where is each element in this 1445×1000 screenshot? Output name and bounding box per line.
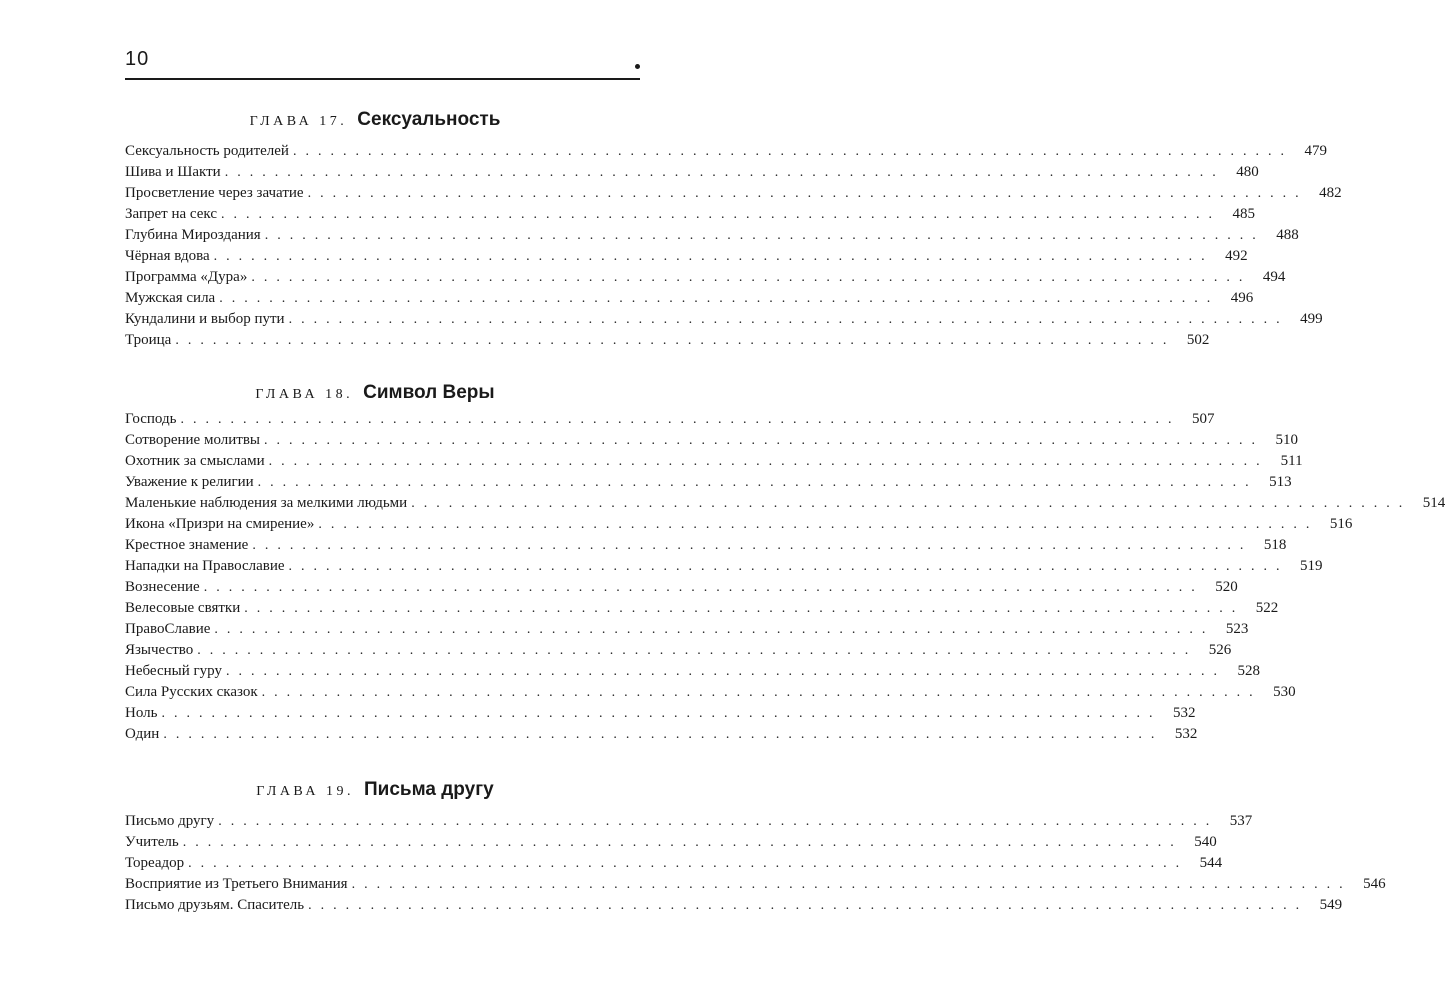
dot-leader: ................................................................................ [318, 517, 1319, 532]
toc-entry [125, 472, 1292, 493]
toc-entry [125, 598, 1279, 619]
toc-entry [125, 141, 1327, 162]
toc-entry [125, 832, 1217, 853]
toc-entry-title: Вознесение [125, 579, 200, 595]
dot-leader: ................................................................................ [244, 601, 1245, 616]
toc-entry-page: 499 [1300, 311, 1323, 327]
toc-entry-title: Ноль [125, 705, 158, 721]
chapter-title: Письма другу [364, 779, 494, 800]
dot-leader: ................................................................................ [197, 643, 1198, 658]
toc-entry-page: 519 [1300, 558, 1323, 574]
toc-entry-title: Сексуальность родителей [125, 143, 289, 159]
chapter-label: ГЛАВА 17. [249, 114, 348, 129]
toc-entry [125, 493, 1445, 514]
toc-entry-page: 514 [1422, 495, 1445, 511]
toc-entry-page: 510 [1275, 432, 1298, 448]
toc-entry [125, 724, 1198, 745]
toc-entry [125, 895, 1343, 916]
toc-entry-title: Сила Русских сказок [125, 684, 258, 700]
dot-leader: ................................................................................ [351, 877, 1352, 892]
toc-entry-page: 532 [1172, 705, 1196, 721]
toc-entry-title: Кундалини и выбор пути [125, 311, 285, 327]
toc-entry-page: 540 [1194, 834, 1217, 850]
dot-leader: ................................................................................ [225, 664, 1226, 679]
toc-entry-title: Охотник за смыслами [125, 453, 265, 469]
toc-entry-title: Глубина Мироздания [125, 227, 261, 243]
dot-leader: ................................................................................ [224, 165, 1225, 180]
toc-entry-title: Программа «Дура» [125, 269, 248, 285]
dot-leader: ................................................................................ [292, 144, 1293, 159]
toc-entry-page: 482 [1319, 185, 1342, 201]
dot-leader: ................................................................................ [264, 433, 1264, 448]
toc-entry-page: 546 [1363, 876, 1386, 892]
toc-entry-title: Велесовые святки [125, 600, 241, 616]
toc-entry-page: 488 [1276, 227, 1299, 243]
toc-entry [125, 682, 1296, 703]
toc-entry [125, 330, 1210, 351]
toc-entry-title: Уважение к религии [125, 474, 254, 490]
toc-entry [125, 309, 1323, 330]
toc-entry-page: 537 [1229, 813, 1253, 829]
toc-entry-page: 549 [1319, 897, 1343, 913]
toc-entry [125, 514, 1353, 535]
chapter-heading-19 [0, 778, 750, 804]
dot-leader: ................................................................................ [161, 706, 1162, 721]
toc-entry-page: 513 [1269, 474, 1292, 490]
chapter-title: Символ Веры [363, 382, 495, 403]
toc-entry [125, 556, 1323, 577]
toc-entry-page: 492 [1225, 248, 1248, 264]
toc-entry-title: Учитель [125, 834, 179, 850]
toc-entry-page: 502 [1186, 332, 1210, 348]
dot-leader: ................................................................................ [182, 835, 1183, 850]
header-dot-ornament [635, 64, 640, 69]
toc-entry [125, 267, 1286, 288]
toc-entry-page: 523 [1225, 621, 1249, 637]
toc-entry-page: 507 [1191, 411, 1215, 427]
dot-leader: ................................................................................ [411, 496, 1412, 511]
dot-leader: ................................................................................ [180, 412, 1181, 427]
toc-entry [125, 204, 1255, 225]
toc-entry-title: Тореадор [125, 855, 185, 871]
toc-entry [125, 703, 1196, 724]
toc-entry-page: 530 [1273, 684, 1296, 700]
toc-entry [125, 162, 1259, 183]
toc-entry [125, 246, 1248, 267]
toc-entry-title: Запрет на секс [125, 206, 217, 222]
toc-entry-title: Язычество [125, 642, 194, 658]
dot-leader: ................................................................................ [251, 270, 1252, 285]
toc-entry [125, 183, 1342, 204]
page-header [125, 44, 640, 80]
dot-leader: ................................................................................ [308, 898, 1309, 913]
toc-list-chapter-19 [125, 811, 1386, 916]
toc-entry-title: Нападки на Православие [125, 558, 285, 574]
toc-entry-page: 480 [1236, 164, 1259, 180]
chapter-heading-17 [0, 108, 750, 134]
toc-list-chapter-18 [125, 409, 1445, 745]
toc-entry-title: Маленькие наблюдения за мелкими людьми [125, 495, 408, 511]
toc-entry [125, 409, 1215, 430]
dot-leader: ................................................................................ [257, 475, 1258, 490]
toc-entry [125, 288, 1254, 309]
toc-entry-page: 528 [1237, 663, 1260, 679]
dot-leader: ................................................................................ [288, 559, 1289, 574]
toc-entry-page: 496 [1230, 290, 1254, 306]
dot-leader: ................................................................................ [175, 333, 1176, 348]
toc-entry-page: 526 [1208, 642, 1232, 658]
toc-entry-title: Шива и Шакти [125, 164, 221, 180]
toc-entry-title: Письмо другу [125, 813, 215, 829]
toc-entry-page: 516 [1329, 516, 1353, 532]
toc-entry-page: 511 [1280, 453, 1303, 469]
toc-entry-title: Небесный гуру [125, 663, 222, 679]
dot-leader: ................................................................................ [288, 312, 1289, 327]
dot-leader: ................................................................................ [261, 685, 1262, 700]
dot-leader: ................................................................................ [307, 186, 1308, 201]
dot-leader: ................................................................................ [220, 207, 1221, 222]
toc-entry-page: 520 [1215, 579, 1238, 595]
toc-entry [125, 225, 1299, 246]
chapter-label: ГЛАВА 19. [256, 784, 354, 799]
toc-entry [125, 451, 1303, 472]
toc-entry [125, 811, 1253, 832]
toc-entry-page: 494 [1262, 269, 1286, 285]
dot-leader: ................................................................................ [218, 814, 1219, 829]
toc-entry-title: Сотворение молитвы [125, 432, 260, 448]
dot-leader: ................................................................................ [188, 856, 1189, 871]
toc-entry [125, 874, 1386, 895]
page-number: 10 [125, 48, 150, 70]
toc-entry [125, 661, 1260, 682]
toc-entry-page: 544 [1199, 855, 1223, 871]
toc-entry-title: Икона «Призри на смирение» [125, 516, 315, 532]
dot-leader: ................................................................................ [264, 228, 1265, 243]
toc-entry-title: ПравоСлавие [125, 621, 211, 637]
toc-entry-page: 518 [1263, 537, 1287, 553]
toc-entry [125, 535, 1287, 556]
dot-leader: ................................................................................ [213, 249, 1214, 264]
dot-leader: ................................................................................ [268, 454, 1269, 469]
toc-entry-title: Чёрная вдова [125, 248, 210, 264]
toc-entry-title: Мужская сила [125, 290, 216, 306]
toc-entry-title: Восприятие из Третьего Внимания [125, 876, 348, 892]
dot-leader: ................................................................................ [203, 580, 1204, 595]
toc-entry [125, 577, 1238, 598]
toc-entry-page: 522 [1255, 600, 1279, 616]
chapter-title: Сексуальность [357, 109, 501, 130]
toc-entry-title: Просветление через зачатие [125, 185, 304, 201]
toc-entry [125, 853, 1223, 874]
toc-list-chapter-17 [125, 141, 1342, 351]
dot-leader: ................................................................................ [214, 622, 1215, 637]
toc-entry [125, 640, 1232, 661]
toc-entry-page: 485 [1232, 206, 1255, 222]
toc-entry [125, 430, 1298, 451]
toc-entry-title: Троица [125, 332, 172, 348]
toc-entry-page: 532 [1174, 726, 1198, 742]
toc-entry-page: 479 [1304, 143, 1327, 159]
toc-entry-title: Крестное знамение [125, 537, 249, 553]
toc-entry [125, 619, 1249, 640]
toc-entry-title: Господь [125, 411, 177, 427]
dot-leader: ................................................................................ [163, 727, 1164, 742]
dot-leader: ................................................................................ [252, 538, 1253, 553]
toc-entry-title: Письмо друзьям. Спаситель [125, 897, 305, 913]
dot-leader: ................................................................................ [219, 291, 1220, 306]
chapter-label: ГЛАВА 18. [255, 387, 354, 402]
toc-entry-title: Один [125, 726, 160, 742]
chapter-heading-18 [0, 381, 750, 407]
